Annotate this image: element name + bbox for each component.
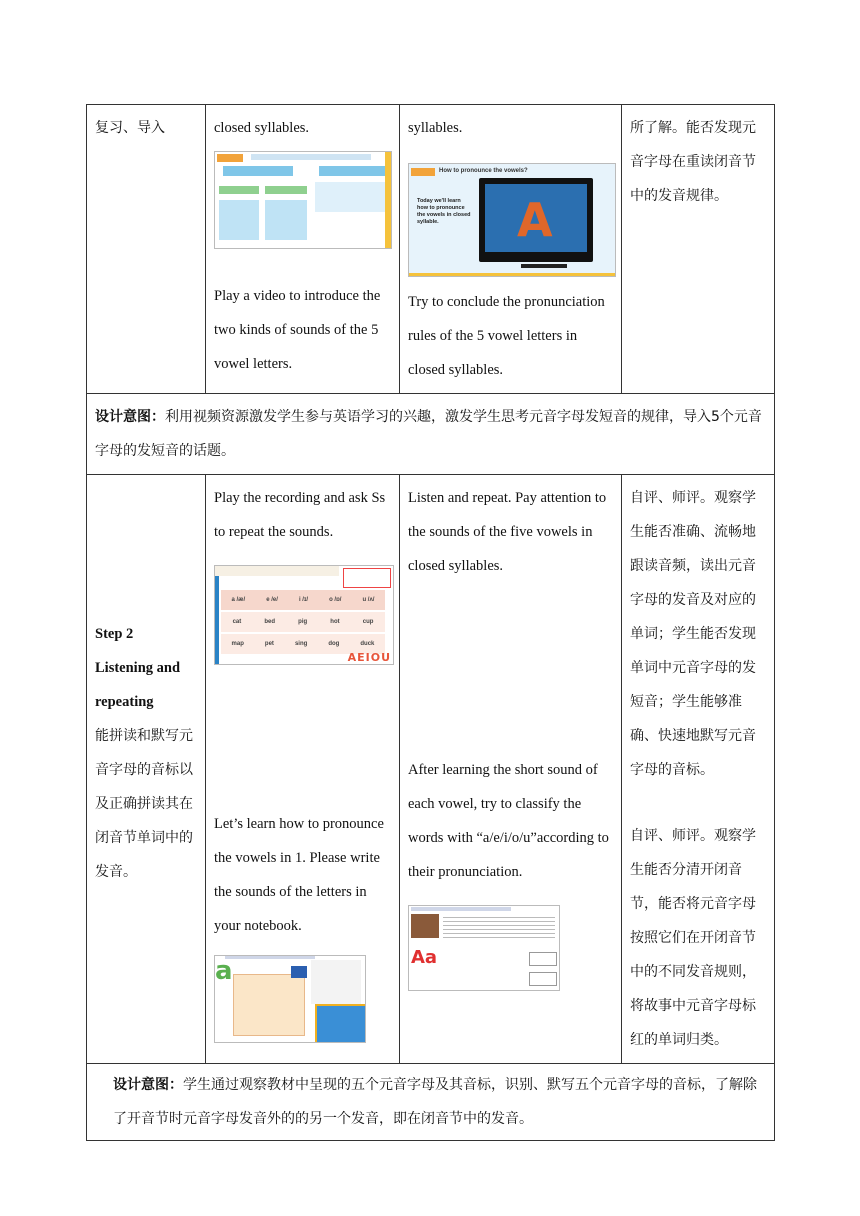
assessment-text: 所了解。能否发现元音字母在重读闭音节中的发音规律。: [630, 120, 756, 204]
review-row: [87, 105, 775, 394]
student-activity-cell-2: [400, 475, 622, 1064]
assessment-cell: [622, 105, 775, 394]
teacher-text-1: Play the recording and ask Ss to repeat the sounds.: [214, 490, 386, 540]
letter-a-icon: a: [215, 956, 233, 986]
aeiou-letters: AEIOU: [347, 651, 391, 664]
teacher-activity-cell: [206, 105, 400, 394]
phonetic-row: a /æ/ e /e/ i /ɪ/ o /ɒ/ u /ʌ/: [231, 597, 375, 603]
word-row-2: map pet sing dog duck: [231, 641, 375, 647]
assessment-text-2: 自评、师评。观察学生能否分清开闭音节，能否将元音字母按照它们在开闭音节中的不同发音规则，将故事中元音字母标红的单词归类。: [630, 828, 756, 1048]
intent-label: 设计意图：: [95, 409, 165, 425]
intent-text: 利用视频资源激发学生参与英语学习的兴趣，激发学生思考元音字母发短音的规律，导入5个元音字母的发短音的话题。: [95, 409, 762, 459]
vowel-table-slide-thumbnail: [214, 565, 394, 665]
student-text-1: Listen and repeat. Pay attention to the sounds of the five vowels in closed syllables.: [408, 490, 607, 574]
student-text-top: syllables.: [408, 120, 463, 136]
pronounce-slide-thumbnail: [214, 955, 366, 1043]
video-slide-thumbnail: [408, 163, 616, 277]
syllable-slide-thumbnail: [214, 151, 392, 249]
step-description: 能拼读和默写元音字母的音标以及正确拼读其在闭音节单词中的发音。: [95, 728, 193, 880]
step2-row: [87, 475, 775, 1064]
student-text-bottom: Try to conclude the pronunciation rules of the 5 vowel letters in closed syllables.: [408, 294, 605, 378]
intent-row-2: [87, 1064, 775, 1141]
stage-cell: [87, 105, 206, 394]
step-subtitle: Listening and repeating: [95, 660, 181, 710]
slide-heading: How to pronounce the vowels?: [439, 168, 528, 174]
intent-label-2: 设计意图：: [113, 1077, 183, 1093]
teacher-text-top: closed syllables.: [214, 120, 310, 136]
intent-text-2: 学生通过观察教材中呈现的五个元音字母及其音标，识别、默写五个元音字母的音标，了解除了开音节时元音字母发音外的的另一个发音，即在闭音节中的发音。: [113, 1077, 757, 1127]
teacher-text-2: Let’s learn how to pronounce the vowels in 1. Please write the sounds of the letters in your notebook.: [214, 816, 384, 934]
teacher-text-bottom: Play a video to introduce the two kinds of sounds of the 5 vowel letters.: [214, 288, 381, 372]
stage-label: 复习、导入: [95, 120, 165, 136]
letter-aa-icon: Aa: [411, 947, 438, 968]
word-row-1: cat bed pig hot cup: [232, 619, 374, 625]
slide-text: Today we'll learn how to pronounce the vowels in closed syllable.: [417, 198, 471, 225]
design-intent-1: [87, 394, 775, 475]
story-slide-thumbnail: [408, 905, 560, 991]
design-intent-2: [87, 1064, 775, 1141]
intent-row-1: [87, 394, 775, 475]
step-title: Step 2: [95, 626, 134, 642]
step-cell: [87, 475, 206, 1064]
lesson-plan-table: [86, 104, 775, 1141]
assessment-cell-2: [622, 475, 775, 1064]
assessment-text-1: 自评、师评。观察学生能否准确、流畅地跟读音频，读出元音字母的发音及对应的单词；学生能否发现单词中元音字母的发短音；学生能够准确、快速地默写元音字母的音标。: [630, 490, 756, 778]
teacher-activity-cell-2: [206, 475, 400, 1064]
letter-a-icon: A: [517, 193, 553, 247]
student-text-2: After learning the short sound of each vowel, try to classify the words with “a/e/i/o/u”according to their pronunciation.: [408, 762, 609, 880]
student-activity-cell: [400, 105, 622, 394]
